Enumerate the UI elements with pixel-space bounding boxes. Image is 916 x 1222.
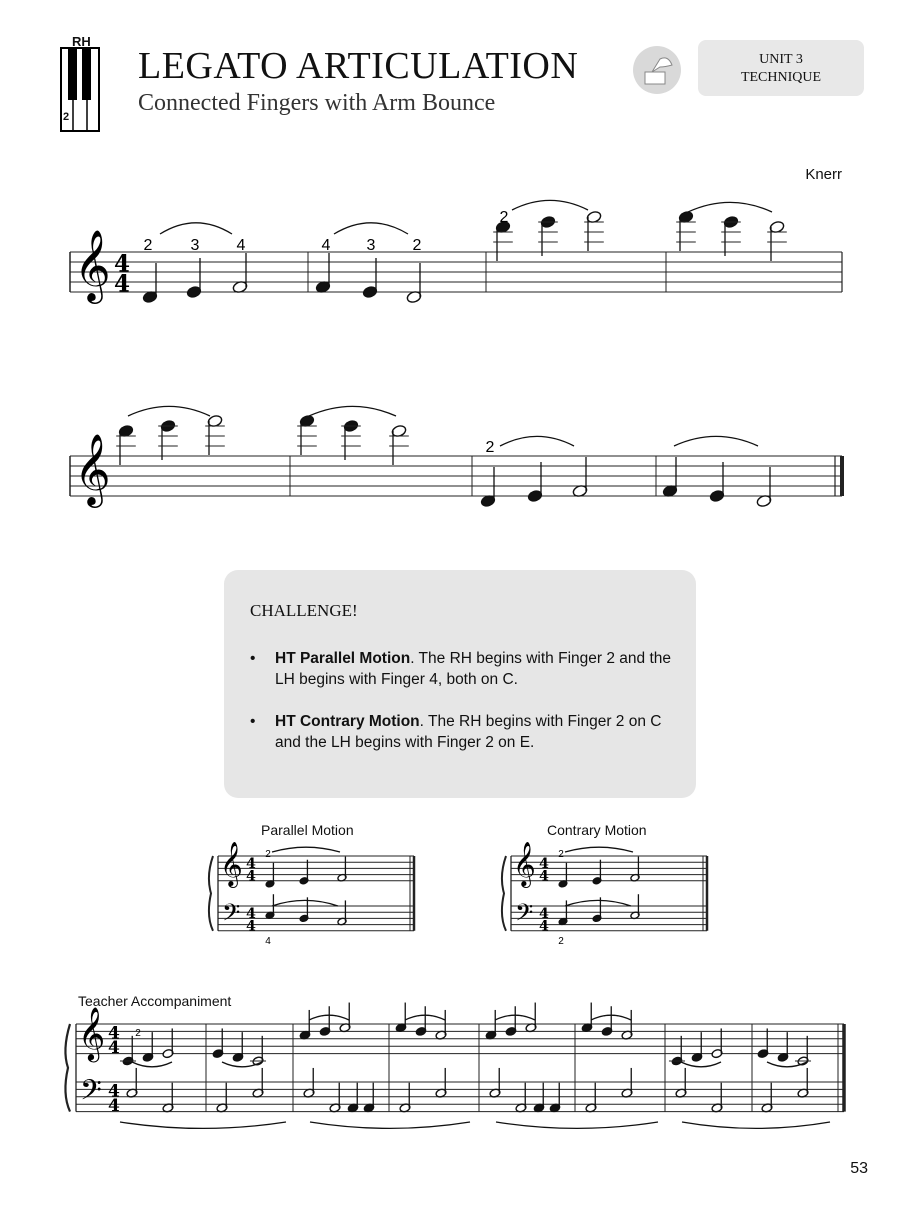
time-signature-top: 4 bbox=[539, 856, 549, 873]
fingering: 2 bbox=[499, 209, 509, 226]
time-signature-bottom: 4 bbox=[108, 1096, 120, 1117]
page-number: 53 bbox=[850, 1160, 868, 1177]
fingering: 4 bbox=[321, 237, 331, 254]
fingering: 3 bbox=[366, 237, 376, 254]
time-signature-top: 4 bbox=[246, 856, 256, 873]
unit-topic: TECHNIQUE bbox=[740, 70, 822, 85]
brace bbox=[65, 1024, 70, 1112]
slur bbox=[688, 202, 772, 212]
fingering: 2 bbox=[485, 439, 495, 456]
challenge-item-heading: HT Contrary Motion bbox=[275, 713, 420, 730]
bullet-icon: • bbox=[250, 713, 256, 730]
challenge-item-text: . The RH begins with Finger 2 on C and the LH begins with Finger 2 on E. bbox=[275, 713, 662, 751]
fingering: 4 bbox=[265, 936, 271, 947]
time-signature-bottom: 4 bbox=[108, 1038, 120, 1059]
brace bbox=[209, 856, 213, 931]
bullet-icon: • bbox=[250, 650, 256, 667]
fingering: 4 bbox=[236, 237, 246, 254]
slur bbox=[682, 1122, 830, 1128]
slur bbox=[272, 847, 340, 852]
slur bbox=[496, 1122, 658, 1128]
fingering: 2 bbox=[265, 849, 271, 860]
bass-clef: 𝄢 bbox=[80, 1073, 102, 1114]
time-signature-bottom: 4 bbox=[539, 918, 549, 935]
challenge-item-text: . The RH begins with Finger 2 and the LH begins with Finger 4, both on C. bbox=[275, 650, 671, 688]
slur bbox=[681, 1062, 721, 1067]
treble-clef: 𝄞 bbox=[74, 432, 111, 505]
slur bbox=[128, 406, 210, 416]
time-signature-top: 4 bbox=[114, 250, 131, 278]
slur bbox=[674, 436, 758, 446]
fingering: 2 bbox=[412, 237, 422, 254]
time-signature-top: 4 bbox=[539, 906, 549, 923]
hand-label: RH bbox=[72, 34, 91, 49]
bass-clef: 𝄢 bbox=[222, 899, 241, 933]
treble-clef: 𝄞 bbox=[220, 842, 243, 888]
slur bbox=[120, 1122, 286, 1128]
slur bbox=[310, 1122, 470, 1128]
treble-clef: 𝄞 bbox=[78, 1006, 106, 1061]
slur bbox=[512, 200, 588, 210]
fingering: 2 bbox=[558, 936, 564, 947]
teacher-accompaniment-label: Teacher Accompaniment bbox=[78, 993, 232, 1009]
parallel-motion-label: Parallel Motion bbox=[261, 822, 354, 838]
slur bbox=[272, 900, 338, 906]
slur bbox=[132, 1062, 172, 1067]
slur bbox=[565, 847, 633, 852]
challenge-item-heading: HT Parallel Motion bbox=[275, 650, 411, 667]
slur bbox=[565, 900, 631, 906]
fingering: 2 bbox=[135, 1028, 141, 1039]
slur bbox=[160, 223, 232, 234]
time-signature-top: 4 bbox=[246, 906, 256, 923]
time-signature-top: 4 bbox=[108, 1023, 120, 1044]
unit-number: UNIT 3 bbox=[759, 52, 803, 67]
contrary-motion-label: Contrary Motion bbox=[547, 822, 647, 838]
time-signature-bottom: 4 bbox=[539, 868, 549, 885]
page-subtitle: Connected Fingers with Arm Bounce bbox=[138, 90, 496, 116]
finger-number: 2 bbox=[63, 111, 70, 123]
brace bbox=[502, 856, 506, 931]
fingering: 2 bbox=[558, 849, 564, 860]
challenge-title: CHALLENGE! bbox=[250, 601, 358, 620]
fingering: 2 bbox=[143, 237, 153, 254]
slur bbox=[500, 436, 574, 446]
time-signature-bottom: 4 bbox=[114, 270, 131, 298]
treble-clef: 𝄞 bbox=[513, 842, 536, 888]
time-signature-bottom: 4 bbox=[246, 918, 256, 935]
time-signature-bottom: 4 bbox=[246, 868, 256, 885]
page-title: LEGATO ARTICULATION bbox=[138, 45, 579, 87]
composer: Knerr bbox=[805, 166, 842, 183]
treble-clef: 𝄞 bbox=[74, 228, 111, 301]
slur bbox=[309, 406, 396, 416]
bass-clef: 𝄢 bbox=[515, 899, 534, 933]
slur bbox=[334, 223, 408, 234]
time-signature-top: 4 bbox=[108, 1081, 120, 1102]
fingering: 3 bbox=[190, 237, 200, 254]
